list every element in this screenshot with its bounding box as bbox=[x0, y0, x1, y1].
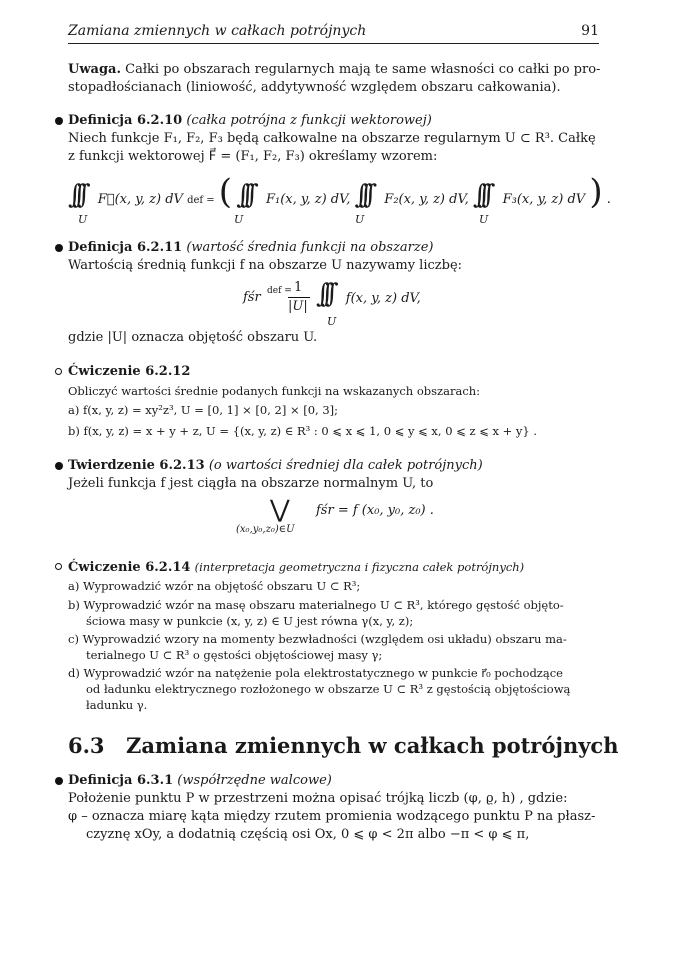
definition-text-2: φ – oznacza miarę kąta między rzutem promienia wodzącego punktu P na płasz- bbox=[68, 809, 596, 824]
mean-symbol: fśr bbox=[243, 290, 261, 305]
definition-text-3: czyznę xOy, a dodatnią częścią osi Ox, 0 ⩽ φ < 2π albo −π < φ ⩽ π, bbox=[86, 827, 530, 842]
theorem-text: Jeżeli funkcja f jest ciągła na obszarze normalnym U, to bbox=[68, 476, 434, 491]
triple-integral-symbol: ∫∫∫ bbox=[316, 279, 330, 309]
theorem-heading bbox=[68, 458, 483, 474]
remark-line-2: stopadłościanach (liniowość, addytywność względem obszaru całkowania). bbox=[68, 80, 561, 95]
definition-label: Definicja 6.2.10 bbox=[68, 113, 183, 128]
exercise-item-d: d) Wyprowadzić wzór na natężenie pola elektrostatycznego w punkcie r⃗₀ pochodzące bbox=[68, 666, 563, 680]
exercise-item-b-cont: ściowa masy w punkcie (x, y, z) ∈ U jest równa γ(x, y, z); bbox=[86, 614, 414, 628]
triple-integral-symbol: ∫∫∫ bbox=[236, 180, 250, 210]
running-header bbox=[68, 23, 599, 44]
exercise-item-a: a) Wyprowadzić wzór na objętość obszaru U ⊂ R³; bbox=[68, 579, 361, 593]
definition-text-1: Wartością średnią funkcji f na obszarze U nazywamy liczbę: bbox=[68, 258, 463, 273]
remark-text-1: Całki po obszarach regularnych mają te same własności co całki po pro- bbox=[125, 62, 601, 77]
component-1: F₁(x, y, z) dV, bbox=[265, 192, 351, 207]
formula-end: . bbox=[606, 192, 611, 207]
bullet-icon bbox=[55, 777, 63, 785]
bullet-icon bbox=[55, 462, 63, 470]
definition-heading bbox=[68, 113, 432, 129]
exercise-subtitle: (interpretacja geometryczna i fizyczna całek potrójnych) bbox=[194, 560, 525, 574]
exercise-item-c-cont: terialnego U ⊂ R³ o gęstości objętościowej masy γ; bbox=[86, 648, 383, 662]
vee-symbol: ⋁ bbox=[270, 495, 290, 523]
exercise-item-b: b) Wyprowadzić wzór na masę obszaru materialnego U ⊂ R³, którego gęstość objęto- bbox=[68, 598, 564, 612]
open-bullet-icon bbox=[55, 563, 62, 570]
vector-integral-formula bbox=[68, 172, 611, 212]
component-3: F₃(x, y, z) dV bbox=[502, 192, 586, 207]
remark-line-1 bbox=[68, 62, 600, 78]
theorem-quantifier-range: (x₀,y₀,z₀)∈U bbox=[236, 524, 295, 535]
section-heading bbox=[68, 733, 619, 758]
exercise-label: Ćwiczenie 6.2.14 bbox=[68, 560, 191, 575]
definition-text-1: Położenie punktu P w przestrzeni można opisać trójką liczb (φ, ϱ, h) , gdzie: bbox=[68, 791, 568, 806]
exercise-item-c: c) Wyprowadzić wzory na momenty bezwładności (względem osi układu) obszaru ma- bbox=[68, 632, 567, 646]
fraction-numerator: 1 bbox=[294, 280, 303, 295]
definition-subtitle: (współrzędne walcowe) bbox=[177, 773, 332, 788]
theorem-label: Twierdzenie 6.2.13 bbox=[68, 458, 205, 473]
domain-label: U bbox=[355, 213, 365, 226]
exercise-item-b: b) f(x, y, z) = x + y + z, U = {(x, y, z) ∈ R³ : 0 ⩽ x ⩽ 1, 0 ⩽ y ⩽ x, 0 ⩽ z ⩽ x + y} . bbox=[68, 424, 538, 438]
exercise-label: Ćwiczenie 6.2.12 bbox=[68, 364, 191, 379]
definition-subtitle: (wartość średnia funkcji na obszarze) bbox=[186, 240, 434, 255]
exercise-item-a: a) f(x, y, z) = xy²z³, U = [0, 1] × [0, 2] × [0, 3]; bbox=[68, 403, 339, 417]
triple-integral-symbol: ∫∫∫ bbox=[354, 180, 369, 210]
definition-heading bbox=[68, 240, 434, 256]
right-paren: ) bbox=[589, 172, 603, 212]
fraction-denominator: |U| bbox=[288, 299, 308, 314]
definition-subtitle: (całka potrójna z funkcji wektorowej) bbox=[186, 113, 432, 128]
left-paren: ( bbox=[218, 172, 233, 212]
mean-integral bbox=[316, 278, 421, 310]
exercise-heading bbox=[68, 559, 524, 576]
defeq-sign: def = bbox=[267, 286, 292, 296]
bullet-icon bbox=[55, 244, 63, 252]
component-2: F₂(x, y, z) dV, bbox=[384, 192, 469, 207]
section-number: 6.3 bbox=[68, 733, 105, 758]
triple-integral-symbol: ∫∫∫ bbox=[68, 180, 82, 210]
triple-integral-symbol: ∫∫∫ bbox=[472, 180, 487, 210]
remark-label: Uwaga. bbox=[68, 62, 121, 77]
domain-label: U bbox=[234, 213, 244, 226]
definition-where: gdzie |U| oznacza objętość obszaru U. bbox=[68, 330, 318, 345]
definition-label: Definicja 6.3.1 bbox=[68, 773, 174, 788]
exercise-text: Obliczyć wartości średnie podanych funkcji na wskazanych obszarach: bbox=[68, 384, 481, 398]
exercise-item-d-cont: ładunku γ. bbox=[86, 698, 148, 712]
lhs-integrand: F⃗(x, y, z) dV bbox=[97, 192, 183, 207]
exercise-item-d-cont: od ładunku elektrycznego rozłożonego w obszarze U ⊂ R³ z gęstością objętościową bbox=[86, 682, 571, 696]
theorem-subtitle: (o wartości średniej dla całek potrójnych) bbox=[208, 458, 483, 473]
mean-integrand: f(x, y, z) dV, bbox=[345, 291, 421, 306]
section-title: Zamiana zmiennych w całkach potrójnych bbox=[126, 733, 619, 758]
definition-heading bbox=[68, 773, 332, 789]
definition-label: Definicja 6.2.11 bbox=[68, 240, 183, 255]
theorem-formula: fśr = f (x₀, y₀, z₀) . bbox=[316, 503, 434, 518]
domain-label: U bbox=[479, 213, 489, 226]
bullet-icon bbox=[55, 117, 63, 125]
page-number: 91 bbox=[581, 23, 599, 39]
header-title: Zamiana zmiennych w całkach potrójnych bbox=[68, 23, 367, 39]
open-bullet-icon bbox=[55, 368, 62, 375]
definition-text-2: z funkcji wektorowej F⃗ = (F₁, F₂, F₃) określamy wzorem: bbox=[68, 149, 438, 164]
defeq-sign: def = bbox=[187, 195, 215, 206]
domain-label: U bbox=[78, 213, 88, 226]
domain-label: U bbox=[327, 315, 337, 328]
definition-text-1: Niech funkcje F₁, F₂, F₃ będą całkowalne na obszarze regularnym U ⊂ R³. Całkę bbox=[68, 131, 596, 146]
fraction-bar bbox=[288, 297, 310, 298]
